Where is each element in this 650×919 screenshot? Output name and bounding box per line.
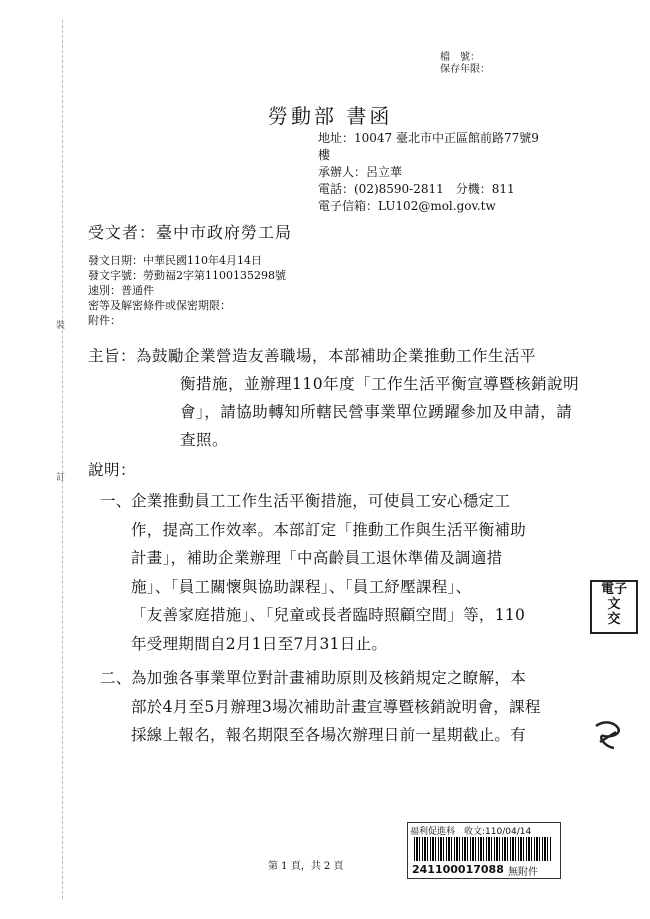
item-2-body — [131, 664, 541, 750]
subject-body — [136, 342, 579, 454]
item-2-line: 部於4月至5月辦理3場次補助計畫宣導暨核銷說明會，課程 — [131, 697, 541, 716]
item-2-line: 採線上報名，報名期限至各場次辦理日前一星期截止。有 — [131, 726, 527, 744]
speed-class: 速別：普通件 — [88, 284, 154, 297]
subject-line: 衡措施，並辦理110年度「工作生活平衡宣導暨核銷說明 — [180, 375, 580, 393]
item-1-line: 計畫」，補助企業辦理「中高齡員工退休準備及調適措 — [131, 549, 503, 567]
email: 電子信箱：LU102@mol.gov.tw — [318, 199, 496, 213]
issue-number: 發文字號：勞動福2字第1100135298號 — [88, 269, 286, 282]
receipt-code: 241100017088 — [412, 863, 504, 876]
address-line-2: 樓 — [318, 148, 331, 162]
subject-label: 主旨： — [88, 347, 137, 365]
receipt-date: 福利促進科 收文:110/04/14 — [410, 827, 532, 837]
retention-label: 保存年限： — [440, 64, 490, 75]
receipt-stamp — [407, 822, 561, 879]
item-1-line: 企業推動員工工作生活平衡措施，可使員工安心穩定工 — [131, 492, 511, 510]
item-1-body — [131, 487, 526, 658]
handwritten-mark-icon — [592, 718, 624, 754]
item-1-line: 作，提高工作效率。本部訂定「推動工作與生活平衡補助 — [131, 520, 527, 539]
item-1-number: 一、 — [100, 492, 132, 510]
seal-char: 電子 — [600, 582, 627, 597]
electronic-exchange-seal — [590, 580, 638, 634]
item-2-number: 二、 — [100, 669, 132, 687]
subject-line: 查照。 — [180, 431, 229, 449]
item-1-line: 施」、「員工關懷與協助課程」、「員工紓壓課程」、 — [131, 577, 472, 596]
file-number-label: 檔 號： — [440, 52, 480, 63]
page-info: 第 1 頁，共 2 頁 — [268, 861, 344, 872]
explanation-label: 說明： — [88, 461, 137, 479]
issue-date: 發文日期：中華民國110年4月14日 — [88, 254, 262, 267]
recipient: 受文者：臺中市政府勞工局 — [88, 223, 293, 242]
item-2-line: 為加強各事業單位對計畫補助原則及核銷規定之瞭解，本 — [131, 669, 527, 687]
item-1-line: 年受理期間自2月1日至7月31日止。 — [131, 634, 388, 653]
seal-char: 交 — [607, 612, 621, 627]
item-1-line: 「友善家庭措施」、「兒童或長者臨時照顧空間」等，110 — [131, 606, 526, 624]
cut-mark: 訂 — [56, 473, 66, 483]
handler: 承辦人：呂立華 — [318, 165, 403, 179]
phone: 電話：(02)8590-2811 分機：811 — [318, 182, 515, 196]
attachments: 附件： — [88, 314, 121, 327]
barcode-icon — [414, 837, 552, 861]
binding-fold-line — [62, 20, 63, 899]
secrecy-class: 密等及解密條件或保密期限： — [88, 299, 231, 312]
subject-line: 會」，請協助轉知所轄民營事業單位踴躍參加及申請，請 — [180, 403, 573, 421]
subject-line: 為鼓勵企業營造友善職場，本部補助企業推動工作生活平 — [136, 347, 537, 365]
attachment-note: 無附件 — [508, 867, 538, 878]
contact-block — [318, 130, 539, 215]
document-title: 勞動部 書函 — [268, 104, 393, 128]
binding-mark: 裝 — [56, 321, 66, 331]
document-meta — [88, 253, 286, 328]
seal-char: 文 — [607, 597, 621, 612]
address-line-1: 地址：10047 臺北市中正區館前路77號9 — [318, 131, 539, 145]
